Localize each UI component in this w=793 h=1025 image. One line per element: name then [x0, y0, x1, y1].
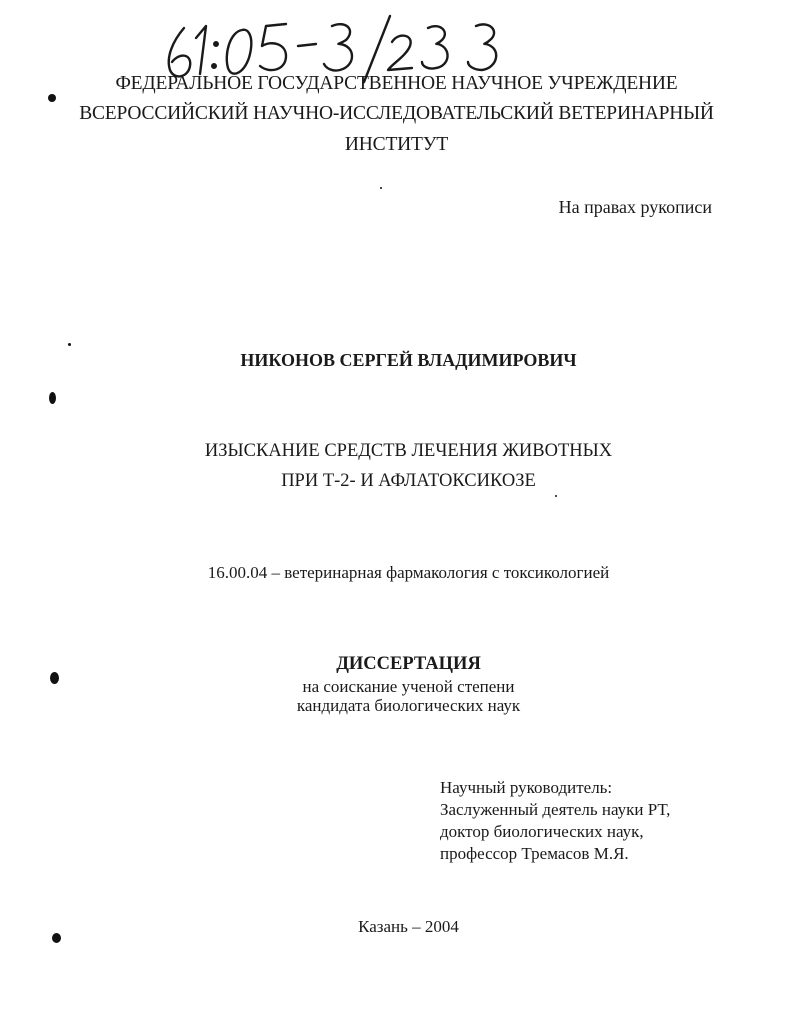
- supervisor-heading: Научный руководитель:: [440, 778, 613, 797]
- supervisor-name: профессор Тремасов М.Я.: [440, 844, 629, 863]
- degree-line-1: на соискание ученой степени: [302, 677, 515, 696]
- supervisor-title: Заслуженный деятель науки РТ,: [440, 800, 671, 819]
- dissertation-heading: ДИССЕРТАЦИЯ: [336, 654, 481, 674]
- scan-dot: [555, 495, 557, 497]
- scan-mark: [48, 94, 56, 102]
- thesis-title-line-2: ПРИ Т-2- И АФЛАТОКСИКОЗЕ: [281, 471, 536, 491]
- institution-line-2: ВСЕРОССИЙСКИЙ НАУЧНО-ИССЛЕДОВАТЕЛЬСКИЙ ВЕТЕРИНАРНЫЙ: [79, 103, 714, 124]
- institution-line-3: ИНСТИТУТ: [344, 134, 449, 155]
- manuscript-rights-note: На правах рукописи: [558, 197, 712, 217]
- scan-dot: [380, 187, 382, 189]
- institution-line-1: ФЕДЕРАЛЬНОЕ ГОСУДАРСТВЕННОЕ НАУЧНОЕ УЧРЕЖДЕНИЕ: [115, 73, 678, 94]
- author-name: НИКОНОВ СЕРГЕЙ ВЛАДИМИРОВИЧ: [240, 350, 577, 370]
- degree-line-2: кандидата биологических наук: [296, 696, 521, 715]
- supervisor-block: [440, 777, 670, 865]
- thesis-title-line-1: ИЗЫСКАНИЕ СРЕДСТВ ЛЕЧЕНИЯ ЖИВОТНЫХ: [204, 441, 613, 461]
- scan-mark: [49, 392, 56, 404]
- scan-dot: [68, 343, 71, 346]
- specialty-code: 16.00.04 – ветеринарная фармакология с токсикологией: [207, 563, 610, 582]
- scan-mark: [52, 933, 61, 943]
- city-year: Казань – 2004: [358, 917, 459, 936]
- supervisor-degree: доктор биологических наук,: [440, 822, 644, 841]
- scan-mark: [50, 672, 59, 684]
